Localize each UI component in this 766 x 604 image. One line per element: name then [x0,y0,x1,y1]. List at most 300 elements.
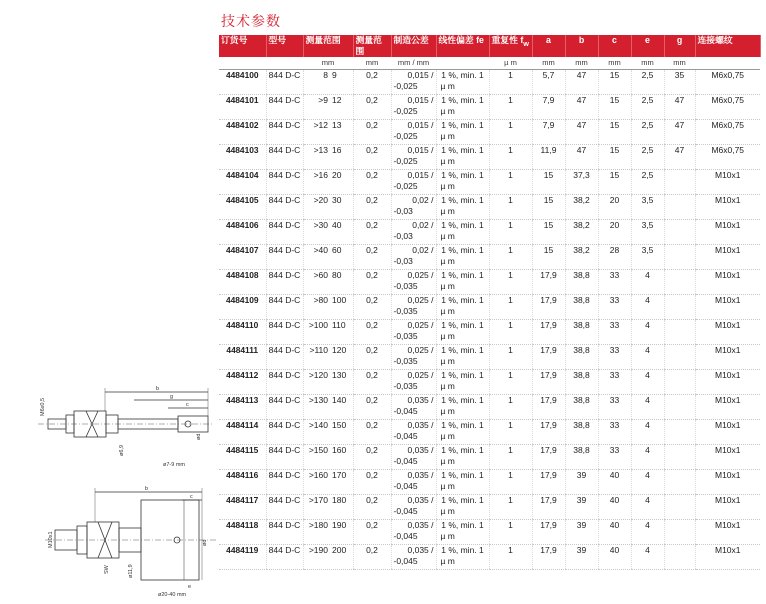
cell-value: 0,2 [366,495,378,505]
cell-repeatability [489,295,532,320]
unit-range-step: mm [353,57,391,70]
cell-value: µ m [440,256,455,266]
cell-range-step [353,520,391,545]
cell-range-step [353,245,391,270]
cell-order-no [219,220,266,245]
cell-value: >150 [308,445,328,455]
cell-value: -0,025 [393,131,418,141]
cell-model [266,170,303,195]
cell-value: 844 D-C [268,545,301,555]
cell-range [303,270,353,295]
cell-range-step [353,545,391,570]
cell-g [664,320,695,345]
cell-value: >40 [313,245,328,255]
cell-value: -0,045 [393,406,418,416]
cell-model [266,145,303,170]
cell-value: 11,9 [540,145,557,155]
cell-value: 1 [508,170,513,180]
cell-value: 16 [332,145,342,155]
cell-value: 1 [508,370,513,380]
cell-e [631,345,664,370]
cell-order-no [219,145,266,170]
cell-value: 9 [332,70,337,80]
cell-value: >80 [313,295,328,305]
unit-repeatability: µ m [489,57,532,70]
cell-tolerance [391,345,436,370]
cell-value: 0,035 / [407,420,434,430]
cell-linearity [436,470,489,495]
cell-a [532,220,565,245]
cell-a [532,470,565,495]
cell-value: 1 [508,395,513,405]
unit-empty [219,57,266,70]
unit-tolerance: mm / mm [391,57,436,70]
cell-b [565,545,598,570]
header-c: c [598,35,631,57]
cell-e [631,395,664,420]
cell-range-step [353,295,391,320]
cell-value: 160 [332,445,347,455]
cell-value: 39 [576,470,587,480]
cell-range [303,420,353,445]
table-row [219,520,760,545]
cell-value: 20 [609,220,620,230]
cell-value: 0,035 / [407,495,434,505]
cell-repeatability [489,445,532,470]
cell-model [266,520,303,545]
cell-linearity [436,545,489,570]
table-row [219,270,760,295]
dim-thread-small: M6x0,5 [40,397,46,416]
cell-value: 0,035 / [407,395,434,405]
cell-value: 17,9 [540,295,557,305]
cell-value: 33 [609,445,620,455]
table-row [219,345,760,370]
cell-order-no [219,545,266,570]
cell-value: 844 D-C [268,370,301,380]
cell-b [565,345,598,370]
cell-range [303,245,353,270]
cell-value: 17,9 [540,270,557,280]
cell-e [631,445,664,470]
cell-linearity [436,420,489,445]
cell-range-step [353,470,391,495]
cell-b [565,195,598,220]
cell-tolerance [391,195,436,220]
cell-order-no [219,195,266,220]
cell-value: 0,2 [366,420,378,430]
cell-a [532,145,565,170]
cell-model [266,270,303,295]
cell-model [266,470,303,495]
header-model: 型号 [266,35,303,57]
cell-a [532,420,565,445]
cell-value: 38,8 [573,295,590,305]
cell-g [664,245,695,270]
cell-b [565,520,598,545]
cell-repeatability [489,195,532,220]
cell-c [598,395,631,420]
cell-value: M10x1 [714,470,741,480]
header-a: a [532,35,565,57]
table-header-row [219,35,760,57]
header-range: 测量范围 [303,35,353,57]
cell-value: 0,2 [366,520,378,530]
cell-value: M10x1 [714,495,741,505]
cell-value: 0,035 / [407,545,434,555]
cell-value: 8 [323,70,328,80]
cell-range [303,395,353,420]
header-repeatability-text: 重复性 f [491,35,524,45]
cell-linearity [436,520,489,545]
cell-value: 3,5 [641,245,654,255]
cell-value: -0,025 [393,81,418,91]
cell-linearity [436,245,489,270]
cell-model [266,345,303,370]
cell-value: M6x0,75 [711,70,745,80]
cell-value: 17,9 [540,470,557,480]
cell-value: 17,9 [540,345,557,355]
cell-value: >140 [308,420,328,430]
cell-value: 844 D-C [268,420,301,430]
cell-e [631,70,664,95]
cell-value: 1 [508,420,513,430]
cell-tolerance [391,95,436,120]
cell-value: >16 [313,170,328,180]
cell-value: 2,5 [641,95,654,105]
cell-value: 4 [645,495,650,505]
cell-value: 4 [645,345,650,355]
cell-value: 0,2 [366,220,378,230]
table-row [219,420,760,445]
cell-value: 844 D-C [268,470,301,480]
cell-value: 0,2 [366,470,378,480]
cell-value: 130 [332,370,347,380]
dim-c-small: c [186,402,189,408]
cell-range [303,70,353,95]
cell-tolerance [391,370,436,395]
cell-b [565,70,598,95]
cell-value: µ m [440,531,455,541]
unit-a: mm [532,57,565,70]
cell-value: >9 [318,95,328,105]
cell-value: µ m [440,231,455,241]
cell-b [565,120,598,145]
cell-value: 844 D-C [268,320,301,330]
header-repeatability [489,35,532,57]
cell-value: 0,2 [366,395,378,405]
cell-b [565,295,598,320]
cell-model [266,195,303,220]
table-row [219,395,760,420]
cell-repeatability [489,220,532,245]
cell-value: 47 [674,120,685,130]
spec-table [219,35,761,570]
cell-value: 844 D-C [268,170,301,180]
cell-c [598,320,631,345]
table-row [219,195,760,220]
cell-value: 40 [609,470,620,480]
cell-order-no [219,445,266,470]
cell-e [631,295,664,320]
cell-c [598,170,631,195]
cell-value: M10x1 [714,195,741,205]
header-b: b [565,35,598,57]
cell-value: 17,9 [540,395,557,405]
cell-value: 4 [645,395,650,405]
cell-g [664,145,695,170]
cell-model [266,120,303,145]
cell-thread [695,395,760,420]
cell-model [266,70,303,95]
cell-value: 1 %, min. 1 [441,245,484,255]
cell-thread [695,345,760,370]
cell-value: 33 [609,270,620,280]
cell-tolerance [391,445,436,470]
cell-tolerance [391,520,436,545]
cell-value: 0,2 [366,545,378,555]
cell-value: 1 [508,95,513,105]
cell-value: 47 [576,145,587,155]
cell-value: M10x1 [714,420,741,430]
cell-value: 1 [508,120,513,130]
cell-range-step [353,95,391,120]
cell-value: 0,025 / [407,270,434,280]
cell-value: 110 [332,320,346,330]
cell-value: 38,2 [573,195,590,205]
cell-thread [695,145,760,170]
cell-value: 12 [332,95,342,105]
cell-c [598,345,631,370]
cell-value: 0,2 [366,95,378,105]
cell-value: M10x1 [714,245,741,255]
cell-value: 17,9 [540,545,557,555]
cell-linearity [436,445,489,470]
cell-value: 7,9 [542,95,555,105]
cell-g [664,420,695,445]
cell-value: 47 [576,70,587,80]
cell-value: 5,7 [542,70,555,80]
cell-value: >130 [308,395,328,405]
cell-value: >60 [313,270,328,280]
cell-value: 0,2 [366,120,378,130]
cell-model [266,370,303,395]
cell-value: 1 %, min. 1 [441,70,484,80]
cell-range [303,170,353,195]
cell-value: 1 %, min. 1 [441,145,484,155]
cell-b [565,95,598,120]
unit-range: mm [303,57,353,70]
cell-value: 2,5 [641,145,654,155]
cell-value: 4484109 [225,295,259,305]
cell-value: 4 [645,370,650,380]
cell-a [532,120,565,145]
cell-model [266,295,303,320]
cell-value: 200 [332,545,347,555]
cell-value: µ m [440,81,455,91]
cell-range-step [353,345,391,370]
cell-value: 15 [609,70,620,80]
cell-value: 844 D-C [268,270,301,280]
cell-range-step [353,445,391,470]
cell-g [664,545,695,570]
cell-value: 0,2 [366,370,378,380]
cell-a [532,395,565,420]
cell-value: 1 [508,470,513,480]
cell-value: 1 %, min. 1 [441,545,484,555]
cell-value: M10x1 [714,270,741,280]
dim-g-small: g [170,394,174,400]
cell-repeatability [489,170,532,195]
cell-range [303,520,353,545]
cell-value: 4484113 [226,395,259,405]
cell-range [303,95,353,120]
dim-d1-large: ø11,9 [128,564,134,578]
cell-value: 40 [332,220,342,230]
cell-value: >160 [308,470,328,480]
cell-model [266,220,303,245]
cell-value: 100 [332,295,347,305]
cell-value: 4 [645,445,650,455]
cell-order-no [219,420,266,445]
cell-value: 0,2 [366,195,378,205]
cell-range [303,370,353,395]
cell-model [266,245,303,270]
cell-order-no [219,170,266,195]
cell-g [664,270,695,295]
cell-c [598,520,631,545]
cell-value: 1 %, min. 1 [441,170,484,180]
cell-value: M10x1 [714,520,741,530]
cell-repeatability [489,70,532,95]
cell-value: 38,8 [573,270,590,280]
cell-value: 0,035 / [407,445,434,455]
cell-model [266,95,303,120]
cell-value: 1 %, min. 1 [441,395,484,405]
cell-value: 33 [609,345,620,355]
cell-value: 4484103 [225,145,259,155]
cell-b [565,270,598,295]
cell-c [598,270,631,295]
cell-repeatability [489,370,532,395]
cell-g [664,220,695,245]
cell-e [631,170,664,195]
cell-tolerance [391,470,436,495]
cell-value: 40 [609,495,620,505]
cell-model [266,495,303,520]
cell-value: 13 [332,120,342,130]
cell-g [664,120,695,145]
cell-e [631,120,664,145]
cell-value: 2,5 [641,170,654,180]
cell-value: 844 D-C [268,245,301,255]
table-row [219,445,760,470]
cell-value: 844 D-C [268,120,301,130]
caption-large: ø20-40 mm [158,592,187,598]
cell-linearity [436,495,489,520]
cell-value: 38,8 [573,370,590,380]
cell-a [532,70,565,95]
cell-value: 1 [508,495,513,505]
cell-value: 15 [543,170,554,180]
cell-value: >180 [308,520,328,530]
cell-value: >190 [308,545,328,555]
cell-g [664,170,695,195]
cell-c [598,245,631,270]
cell-b [565,170,598,195]
cell-value: M10x1 [714,320,741,330]
cell-value: 140 [332,395,347,405]
cell-range-step [353,120,391,145]
cell-range [303,320,353,345]
cell-order-no [219,95,266,120]
cell-tolerance [391,295,436,320]
cell-c [598,220,631,245]
cell-value: 844 D-C [268,520,301,530]
table-row [219,95,760,120]
cell-value: 17,9 [540,495,557,505]
cell-linearity [436,170,489,195]
table-row [219,370,760,395]
cell-value: 0,2 [366,295,378,305]
cell-g [664,395,695,420]
cell-value: 37,3 [573,170,590,180]
cell-value: 4484111 [226,345,259,355]
cell-value: 33 [609,395,620,405]
cell-value: >13 [313,145,328,155]
cell-value: -0,025 [393,181,418,191]
dim-d2-large: ød [202,539,208,546]
cell-value: µ m [440,331,455,341]
cell-a [532,370,565,395]
cell-value: M6x0,75 [711,95,745,105]
cell-c [598,95,631,120]
cell-value: 17,9 [540,370,557,380]
cell-model [266,320,303,345]
cell-value: >20 [313,195,328,205]
cell-order-no [219,495,266,520]
cell-value: 15 [543,195,554,205]
cell-e [631,520,664,545]
cell-value: 4 [645,295,650,305]
cell-value: -0,03 [393,206,413,216]
cell-c [598,295,631,320]
cell-linearity [436,95,489,120]
cell-thread [695,295,760,320]
cell-value: 190 [332,520,347,530]
cell-value: 0,2 [366,445,378,455]
cell-tolerance [391,420,436,445]
cell-repeatability [489,245,532,270]
cell-repeatability [489,345,532,370]
cell-value: 4484107 [225,245,259,255]
dim-b-small: b [156,386,160,392]
dim-d1-small: ø6,9 [119,444,125,456]
cell-value: 844 D-C [268,195,301,205]
cell-range-step [353,145,391,170]
cell-value: -0,045 [393,531,418,541]
cell-value: 4 [645,270,650,280]
cell-repeatability [489,520,532,545]
cell-value: 0,035 / [407,470,434,480]
cell-value: -0,035 [393,281,418,291]
cell-model [266,445,303,470]
cell-tolerance [391,320,436,345]
cell-value: 0,035 / [407,520,434,530]
cell-value: 0,2 [366,245,378,255]
header-order-no: 订货号 [219,35,266,57]
cell-range-step [353,420,391,445]
